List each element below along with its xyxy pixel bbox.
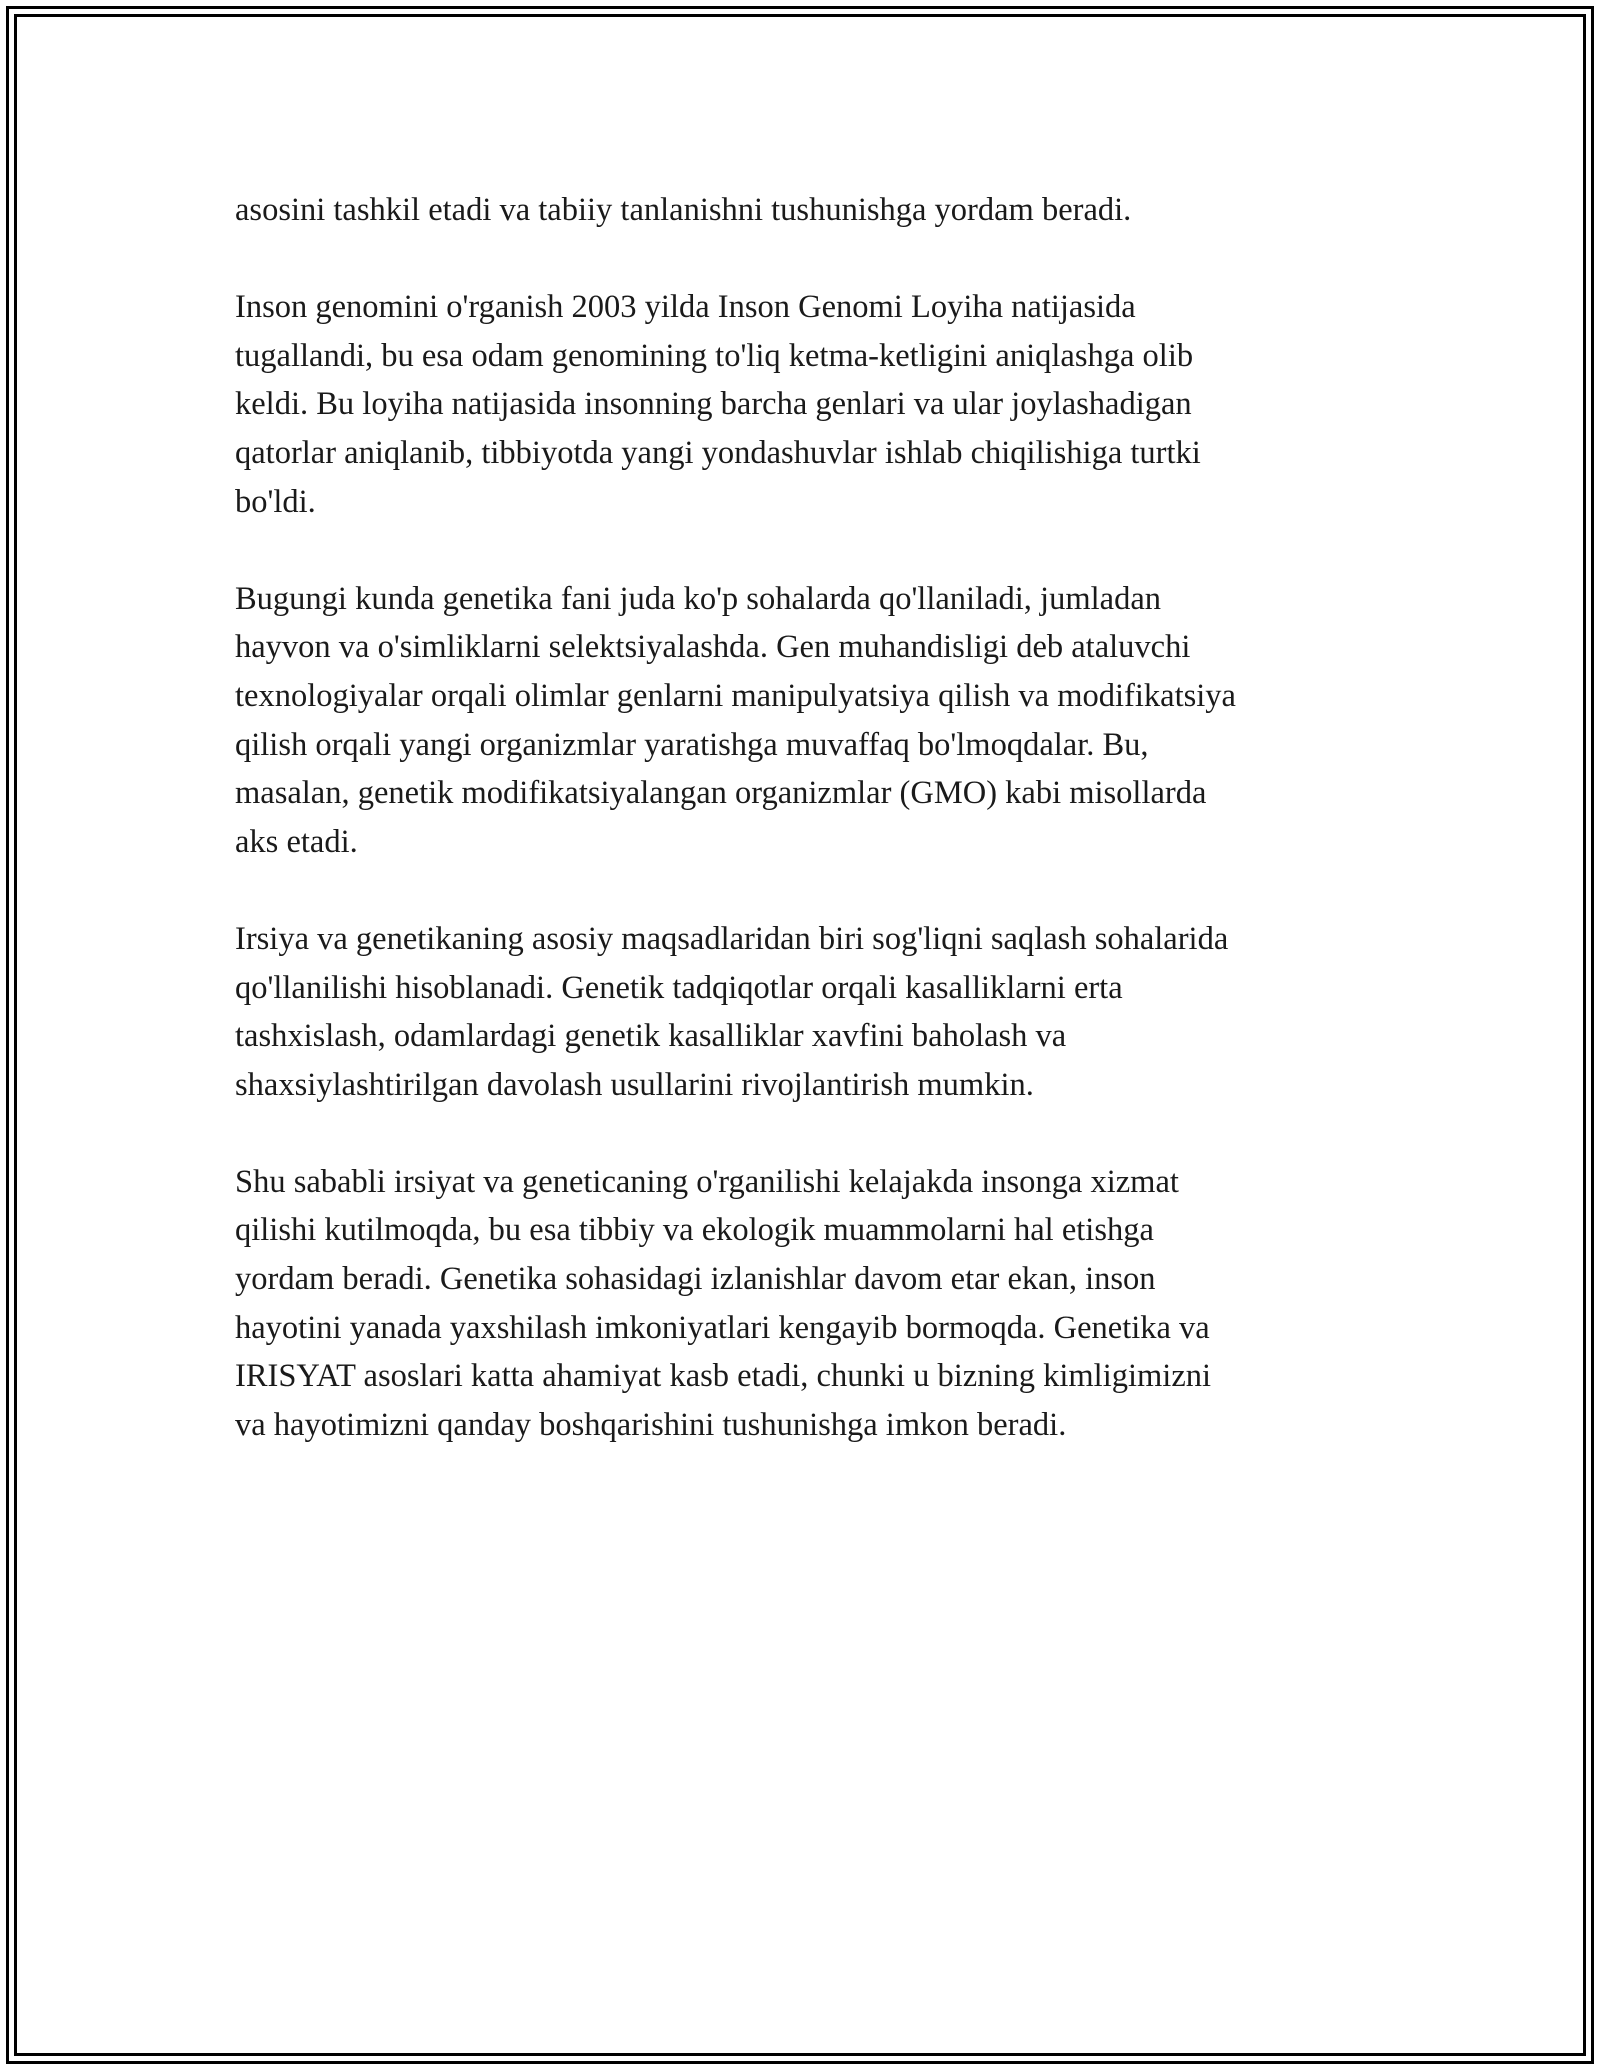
paragraph-1: asosini tashkil etadi va tabiiy tanlanishni tushunishga yordam beradi. <box>235 192 1132 228</box>
paragraph-2: Inson genomini o'rganish 2003 yilda Inson Genomi Loyiha natijasida tugallandi, bu esa odam genomining to'liq ketma-ketligini aniqlashga olib keldi. Bu loyiha natijasida insonning barcha genlari va ular joylashadigan qatorlar aniqlanib, tibbiyotda yangi yondashuvlar ishlab chiqilishiga turtki bo'ldi. <box>235 289 1201 520</box>
paragraph-5: Shu sababli irsiyat va geneticaning o'rganilishi kelajakda insonga xizmat qilishi kutilmoqda, bu esa tibbiy va ekologik muammolarni hal etishga yordam beradi. Genetika sohasidagi izlanishlar davom etar ekan, inson hayotini yanada yaxshilash imkoniyatlari kengayib bormoqda. Genetika va IRISYAT asoslari katta ahamiyat kasb etadi, chunki u bizning kimligimizni va hayotimizni qanday boshqarishini tushunishga imkon beradi. <box>235 1163 1212 1443</box>
paragraph-3: Bugungi kunda genetika fani juda ko'p sohalarda qo'llaniladi, jumladan hayvon va o'simliklarni selektsiyalashda. Gen muhandisligi deb ataluvchi texnologiyalar orqali olimlar genlarni manipulyatsiya qilish va modifikatsiya qilish orqali yangi organizmlar yaratishga muvaffaq bo'lmoqdalar. Bu, masalan, genetik modifikatsiyalangan organizmlar (GMO) kabi misollarda aks etadi. <box>235 580 1236 860</box>
paragraph-4: Irsiya va genetikaning asosiy maqsadlaridan biri sog'liqni saqlash sohalarida qo'llanilishi hisoblanadi. Genetik tadqiqotlar orqali kasalliklarni erta tashxislash, odamlardagi genetik kasalliklar xavfini baholash va shaxsiylashtirilgan davolash usullarini rivojlantirish mumkin. <box>235 920 1229 1103</box>
document-body <box>235 186 1385 1498</box>
